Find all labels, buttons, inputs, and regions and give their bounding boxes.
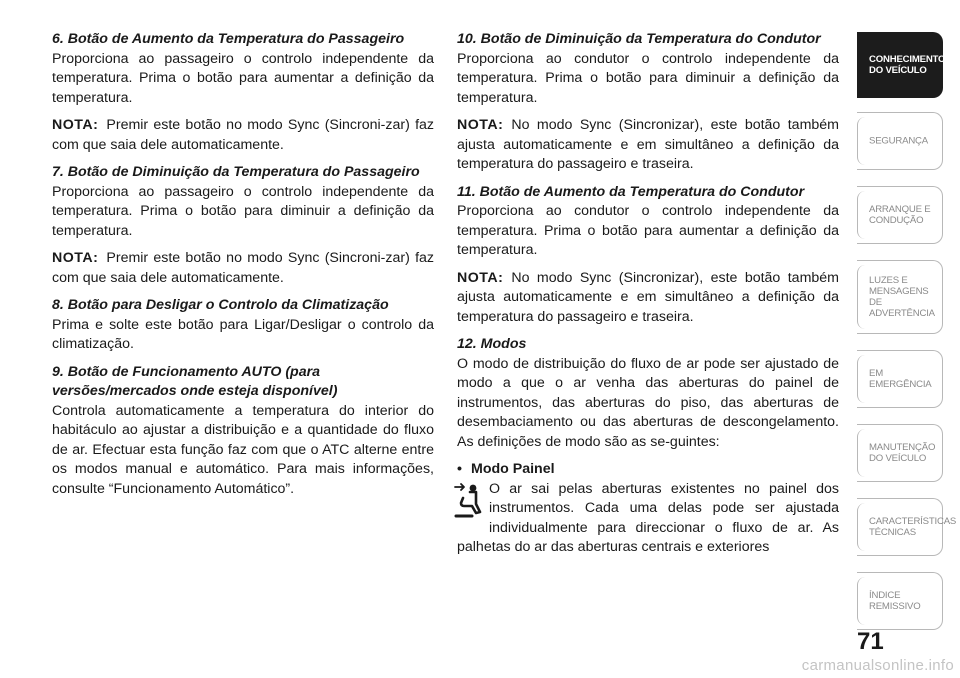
- note-label: NOTA:: [457, 269, 504, 286]
- section-title: 10. Botão de Diminuição da Temperatura do Condutor: [457, 31, 821, 47]
- watermark: carmanualsonline.info: [801, 657, 954, 674]
- section-body: Proporciona ao condutor o controlo independente da temperatura. Prima o botão para diminuir a definição da temperatura.: [457, 50, 839, 106]
- note-text: No modo Sync (Sincronizar), este botão também ajusta automaticamente e em simultâneo a definição da temperatura do passageiro e traseira.: [457, 117, 839, 172]
- note-label: NOTA:: [52, 250, 99, 266]
- note-text: Premir este botão no modo Sync (Sincroni-zar) faz com que saia dele automaticamente.: [52, 117, 434, 153]
- note-text: No modo Sync (Sincronizar), este botão também ajusta automaticamente e em simultâneo a definição da temperatura do passageiro e traseira.: [457, 269, 839, 325]
- tab-label: EM EMERGÊNCIA: [869, 368, 932, 390]
- left-column: [52, 30, 434, 499]
- note-label: NOTA:: [52, 117, 99, 133]
- section-title: 7. Botão de Diminuição da Temperatura do Passageiro: [52, 164, 420, 180]
- tab-seguranca[interactable]: [857, 112, 943, 170]
- note-text: Premir este botão no modo Sync (Sincroni-zar) faz com que saia dele automaticamente.: [52, 250, 434, 286]
- panel-mode-icon: [453, 482, 483, 520]
- bullet-heading: [457, 460, 839, 480]
- tab-label: CARACTERÍSTICAS TÉCNICAS: [869, 516, 957, 538]
- right-column: [457, 30, 839, 558]
- tab-label: SEGURANÇA: [869, 135, 928, 147]
- tab-em-emergencia[interactable]: [857, 350, 943, 408]
- tab-luzes-e-mensagens[interactable]: [857, 260, 943, 334]
- bullet-title: Modo Painel: [471, 461, 555, 477]
- section-body: Controla automaticamente a temperatura do interior do habitáculo ao ajustar a distribuição e a quantidade do fluxo de ar. Efectuar esta função faz com que o ATC alterne entre os modos manual e automático. Para mais informações, consulte “Funcionamento Automático”.: [52, 402, 434, 497]
- bullet-body: O ar sai pelas aberturas existentes no painel dos instrumentos. Cada uma delas pode ser ajustada individualmente para direccionar o fluxo de ar. As palhetas do ar das aberturas centrais e exteriores: [457, 480, 839, 555]
- section-title: 6. Botão de Aumento da Temperatura do Passageiro: [52, 31, 405, 47]
- tab-label: ÍNDICE REMISSIVO: [869, 590, 921, 612]
- note-label: NOTA:: [457, 117, 504, 133]
- tab-label: ARRANQUE E CONDUÇÃO: [869, 204, 931, 226]
- tab-indice-remissivo[interactable]: [857, 572, 943, 630]
- bullet-body-para: [457, 480, 839, 558]
- note: [52, 249, 434, 288]
- tab-manutencao-do-veiculo[interactable]: [857, 424, 943, 482]
- note: [52, 116, 434, 155]
- tab-label: MANUTENÇÃO DO VEÍCULO: [869, 442, 936, 464]
- tab-label: CONHECIMENTO DO VEÍCULO: [869, 54, 946, 76]
- note: [457, 116, 839, 175]
- tab-conhecimento-do-veiculo[interactable]: [857, 32, 946, 98]
- tab-caracteristicas-tecnicas[interactable]: [857, 498, 957, 556]
- section-title: 9. Botão de Funcionamento AUTO (para versões/mercados onde esteja disponível): [52, 363, 338, 399]
- section-body: Proporciona ao condutor o controlo independente da temperatura. Prima o botão para aumentar a definição da temperatura.: [457, 203, 839, 258]
- section-body: O modo de distribuição do fluxo de ar pode ser ajustado de modo a que o ar venha das aberturas do painel de instrumentos, das aberturas do piso, das aberturas de desembaciamento ou das aberturas de descongelamento. As definições de modo são as se-guintes:: [457, 355, 839, 450]
- section-body: Prima e solte este botão para Ligar/Desligar o controlo da climatização.: [52, 316, 434, 352]
- chapter-sidebar: [857, 32, 957, 646]
- page-number: 71: [857, 628, 884, 655]
- section-title: 11. Botão de Aumento da Temperatura do Condutor: [457, 183, 805, 200]
- tab-label: LUZES E MENSAGENS DE ADVERTÊNCIA: [869, 275, 935, 319]
- note: [457, 269, 839, 328]
- section-body: Proporciona ao passageiro o controlo independente da temperatura. Prima o botão para diminuir a definição da temperatura.: [52, 183, 434, 239]
- bullet-marker: •: [457, 461, 462, 477]
- tab-arranque-e-conducao[interactable]: [857, 186, 943, 244]
- section-title: 12. Modos: [457, 336, 527, 352]
- section-title: 8. Botão para Desligar o Controlo da Climatização: [52, 297, 389, 313]
- section-body: Proporciona ao passageiro o controlo independente da temperatura. Prima o botão para aumentar a definição da temperatura.: [52, 50, 434, 106]
